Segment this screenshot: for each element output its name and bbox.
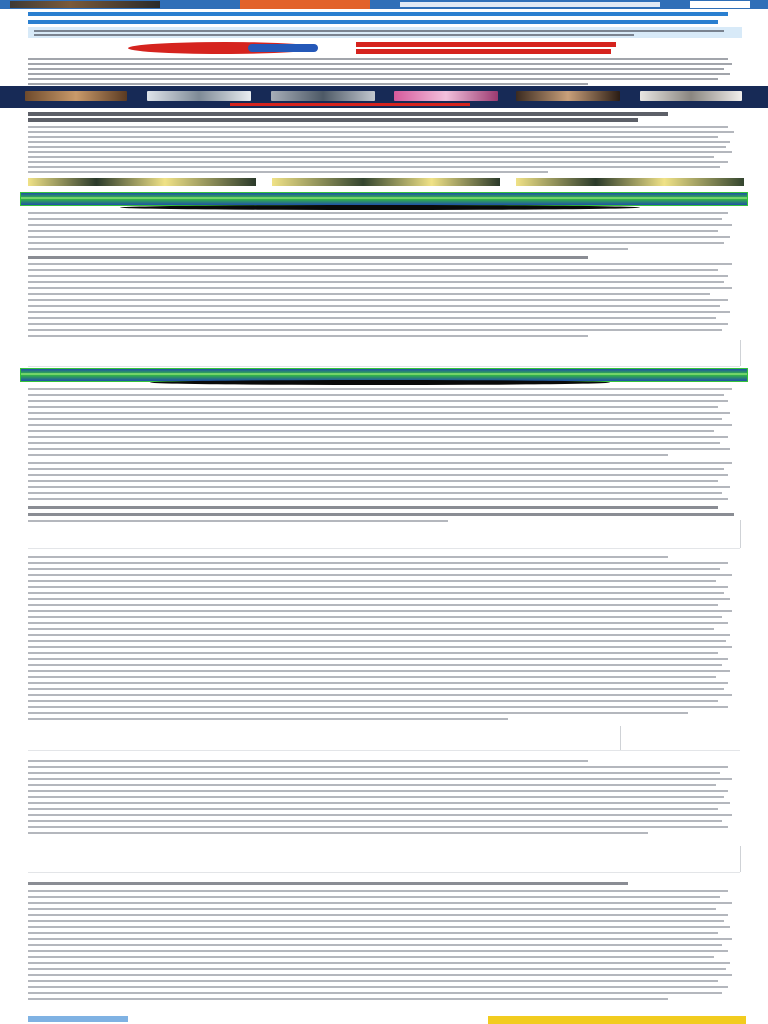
site-logo-icon[interactable] [10,1,160,8]
thumbnail[interactable] [271,91,375,101]
intro-highlight [28,27,742,38]
thumbnail-strip [0,86,768,108]
thumbnail[interactable] [516,91,620,101]
article-section [28,760,740,848]
thumbnail[interactable] [25,91,127,101]
header-nav[interactable] [400,2,660,7]
decorative-banner [20,192,748,206]
headline-lettering [356,41,616,55]
headline-graphic-icon [118,40,328,56]
card-row [28,176,744,188]
section-rule [620,726,621,750]
article-section [28,882,740,1012]
footer-badge[interactable] [488,1016,746,1024]
thumbnail[interactable] [640,91,742,101]
section-divider [28,366,740,367]
section-divider [28,750,740,751]
article-section [28,212,740,342]
site-header [0,0,768,9]
card[interactable] [516,178,744,186]
article-section [28,126,740,176]
banner-shadow [120,205,640,210]
footer-link[interactable] [28,1016,128,1022]
section-divider [28,548,740,549]
intro-paragraph [28,57,738,85]
section-rule [740,520,741,548]
section-heading [28,111,668,123]
article-section [28,388,740,528]
section-divider [28,872,740,873]
thumbnail[interactable] [147,91,251,101]
section-rule [740,846,741,872]
thumbnail-caption-bar [230,103,470,106]
header-accent [240,0,370,9]
card[interactable] [272,178,500,186]
thumbnail[interactable] [394,91,498,101]
page-title[interactable] [28,10,728,26]
article-section [28,556,740,726]
banner-shadow [150,380,610,385]
card[interactable] [28,178,256,186]
header-button[interactable] [690,1,750,8]
section-rule [740,340,741,366]
